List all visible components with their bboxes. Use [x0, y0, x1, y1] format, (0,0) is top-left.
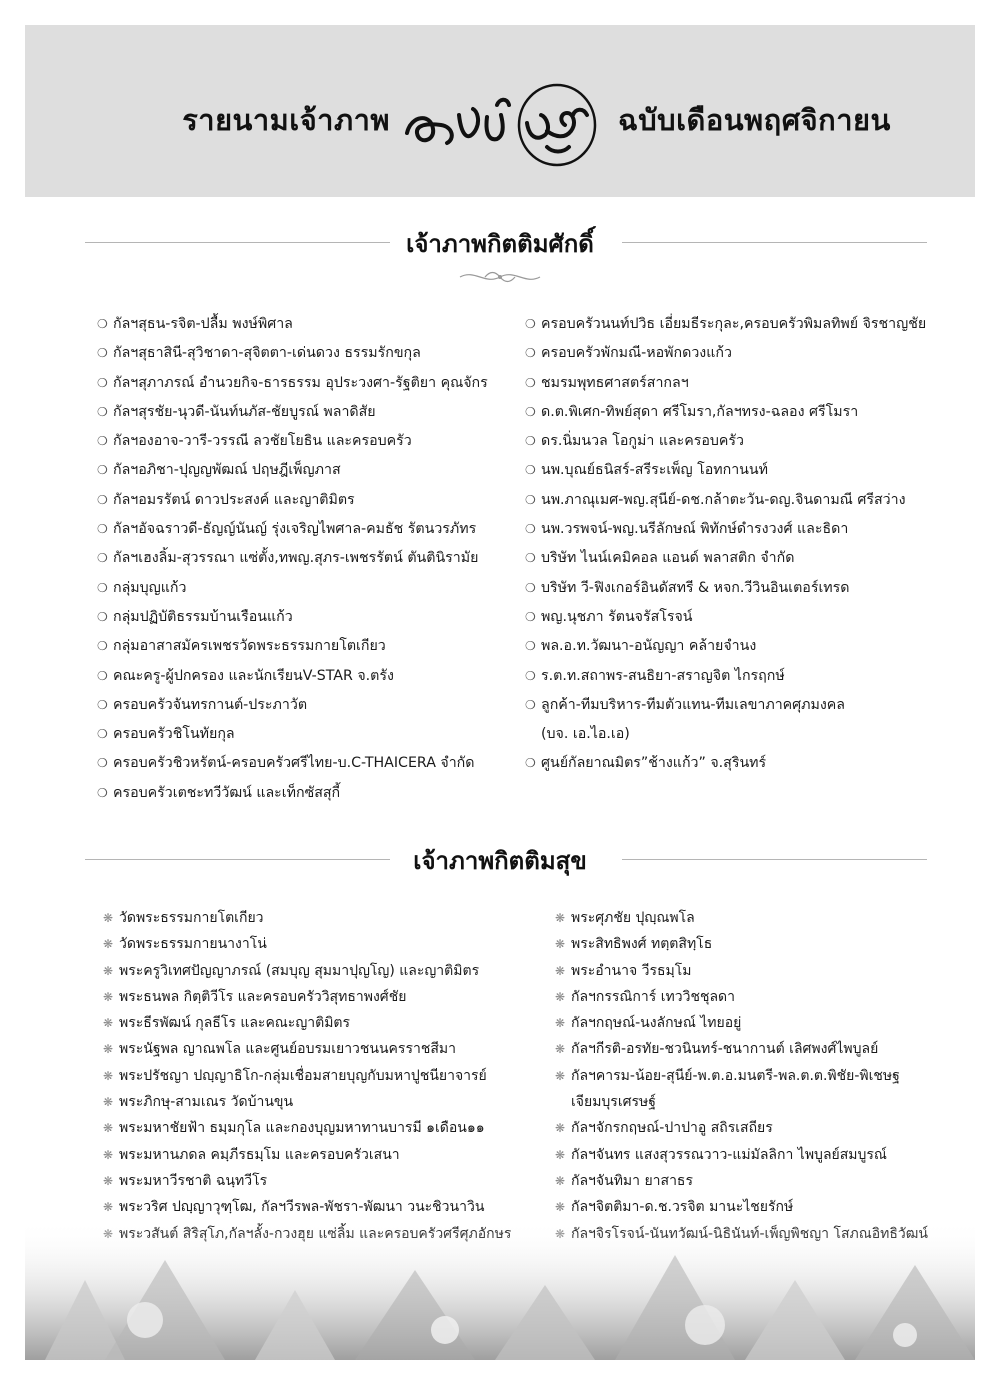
bullet-icon: ❍	[97, 697, 108, 712]
list-item	[555, 1142, 928, 1168]
list-item-text: ดร.นิ่มนวล โอกูม่า และครอบครัว	[541, 433, 744, 450]
bullet-icon: ❍	[525, 492, 536, 507]
list-item	[97, 574, 488, 603]
list-item	[103, 1010, 511, 1036]
crystal-decoration	[25, 1200, 975, 1360]
list-item-text: พล.อ.ท.วัฒนา-อนัญญา คล้ายจำนง	[541, 638, 757, 655]
bullet-icon: ❋	[555, 1147, 566, 1162]
list-item-text: บริษัท วี-ฟิงเกอร์อินดัสทรี & หจก.วีวินอินเตอร์เทรด	[541, 579, 850, 596]
list-item-text: ครอบครัวจันทรกานต์-ประภาวัต	[113, 696, 308, 713]
bullet-icon: ❋	[555, 1016, 566, 1031]
list-item	[525, 662, 926, 691]
list-item	[97, 339, 488, 368]
bullet-icon: ❋	[555, 1068, 566, 1083]
list-item-text: คณะครู-ผู้ปกครอง และนักเรียนV-STAR จ.ตรัง	[113, 667, 394, 684]
section1-right-list	[525, 310, 926, 779]
list-item-text: ศูนย์กัลยาณมิตร”ช้างแก้ว” จ.สุรินทร์	[541, 755, 767, 772]
list-item-text: ครอบครัวชิโนทัยกุล	[113, 726, 235, 743]
list-item-text: นพ.วรพจน์-พญ.นรีลักษณ์ พิทักษ์ดำรงวงศ์ และธิดา	[541, 521, 849, 538]
list-item	[97, 544, 488, 573]
bullet-icon: ❍	[525, 668, 536, 683]
list-item-text: กลุ่มปฏิบัติธรรมบ้านเรือนแก้ว	[113, 608, 293, 625]
section1-title: เจ้าภาพกิตติมศักดิ์	[406, 230, 594, 258]
bullet-icon: ❋	[555, 1200, 566, 1215]
section2-right-list	[555, 905, 928, 1247]
bullet-icon: ❋	[555, 1121, 566, 1136]
list-item-text: เจียมบุรเศรษฐ์	[571, 1094, 656, 1111]
list-item-text: กัลฯองอาจ-วารี-วรรณี ลวชัยโยธิน และครอบครัว	[113, 433, 412, 450]
list-item	[525, 456, 926, 485]
section2-left-list	[103, 905, 511, 1247]
list-item-text: กัลฯอภิชา-ปุญญพัฒณ์ ปฤษฎีเพ็ญภาส	[113, 462, 341, 479]
list-item-text: พระนัฐพล ญาณพโล และศูนย์อบรมเยาวชนนครราชสีมา	[119, 1041, 456, 1058]
bullet-icon: ❋	[103, 1173, 114, 1188]
list-item-text: กัลฯคารม-น้อย-สุนีย์-พ.ต.อ.มนตรี-พล.ต.ต.พิชัย-พิเชษฐ	[571, 1067, 900, 1084]
list-item-text: กัลฯสุธาสินี-สุวิชาดา-สุจิตตา-เด่นดวง ธรรมรักขกุล	[113, 345, 421, 362]
list-item	[103, 1168, 511, 1194]
bullet-icon: ❋	[103, 1147, 114, 1162]
list-item	[525, 632, 926, 661]
list-item	[555, 1089, 928, 1115]
list-item	[97, 603, 488, 632]
list-item-text: ครอบครัวพักมณี-หอพักดวงแก้ว	[541, 345, 732, 362]
list-item	[97, 310, 488, 339]
list-item	[103, 1089, 511, 1115]
logo-icon	[397, 75, 617, 175]
bullet-icon: ❍	[97, 551, 108, 566]
list-item-text: ด.ต.พิเศก-ทิพย์สุดา ศรีโมรา,กัลฯทรง-ฉลอง ศรีโมรา	[541, 403, 859, 420]
list-item-text: ครอบครัวนนท์ปวิธ เอี่ยมธีระกุละ,ครอบครัวพิมลทิพย์ จิรชาญชัย	[541, 316, 927, 332]
bullet-icon: ❋	[103, 1200, 114, 1215]
divider-right	[622, 859, 927, 860]
bullet-icon: ❋	[555, 1042, 566, 1057]
list-item-text: พระธนพล กิตฺติวีโร และครอบครัววิสุทธาพงศ์ชัย	[119, 988, 407, 1005]
list-item	[103, 1063, 511, 1089]
bullet-icon: ❍	[525, 756, 536, 771]
bullet-icon: ❋	[103, 963, 114, 978]
list-item-text: กัลฯเฮงลิ้ม-สุวรรณา แซ่ตั้ง,ทพญ.สุภร-เพชรรัตน์ ตันตินิรามัย	[113, 550, 479, 567]
bullet-icon: ❋	[103, 1016, 114, 1031]
list-item-text: กัลฯกรรณิการ์ เทววิชชุลดา	[571, 988, 736, 1005]
list-item-text: กัลฯอัจฉราวดี-ธัญญ์นันญ์ รุ่งเจริญไพศาล-คมธัช รัตนวรภัทร	[113, 521, 477, 538]
bullet-icon: ❍	[525, 609, 536, 624]
page	[25, 25, 975, 1360]
list-item-text: พระครูวิเทศปัญญาภรณ์ (สมบุญ สุมมาปุญโญ) และญาติมิตร	[119, 962, 480, 979]
list-item	[555, 1115, 928, 1141]
bullet-icon: ❍	[97, 317, 108, 331]
header-banner	[25, 25, 975, 197]
list-item	[525, 369, 926, 398]
list-item	[555, 931, 928, 957]
bullet-icon: ❋	[555, 963, 566, 978]
list-item	[525, 544, 926, 573]
list-item-text: พระธีรพัฒน์ กุลธีโร และคณะญาติมิตร	[119, 1015, 351, 1032]
bullet-icon: ❋	[103, 911, 114, 925]
bullet-icon: ❍	[525, 522, 536, 537]
header-title-right: ฉบับเดือนพฤศจิกายน	[618, 103, 891, 137]
divider-right	[622, 242, 927, 243]
bullet-icon: ❍	[97, 785, 108, 800]
list-item	[525, 486, 926, 515]
list-item	[525, 339, 926, 368]
list-item	[555, 984, 928, 1010]
list-item	[103, 1142, 511, 1168]
list-item-text: พระมหาชัยฟ้า ธมฺมกุโล และกองบุญมหาทานบารมี ๑เดือน๑๑	[119, 1120, 485, 1137]
bullet-icon: ❍	[525, 551, 536, 566]
section2-title: เจ้าภาพกิตติมสุข	[413, 847, 587, 875]
list-item	[555, 1063, 928, 1089]
list-item	[103, 1115, 511, 1141]
list-item	[97, 632, 488, 661]
list-item	[525, 603, 926, 632]
section1-heading	[25, 222, 975, 262]
bullet-icon: ❋	[103, 1068, 114, 1083]
list-item-text: กัลฯกฤษณ์-นงลักษณ์ ไทยอยู่	[571, 1015, 742, 1032]
list-item-text: ครอบครัวเตชะทวีวัฒน์ และเท็กซัสสุกี้	[113, 784, 341, 801]
list-item-text: วัดพระธรรมกายโตเกียว	[119, 910, 264, 926]
list-item	[97, 720, 488, 749]
list-item-text: ครอบครัวชิวหรัตน์-ครอบครัวศรีไทย-บ.C-THAICERA จำกัด	[113, 755, 475, 772]
list-item	[525, 720, 926, 749]
list-item-text: พระวริศ ปญฺญาวุฑฺโฒ, กัลฯวีรพล-พัชรา-พัฒนา วนะชิวนาวิน	[119, 1199, 485, 1216]
bullet-icon: ❋	[103, 1121, 114, 1136]
list-item	[97, 691, 488, 720]
bullet-icon: ❍	[525, 639, 536, 654]
list-item	[555, 905, 928, 931]
list-item-text: กัลฯกีรติ-อรทัย-ชวนินทร์-ชนากานต์ เลิศพงศ์ไพบูลย์	[571, 1041, 879, 1058]
bullet-icon: ❍	[97, 727, 108, 742]
logo-text: อยู่ในบุญ	[507, 175, 511, 176]
list-item-text: กัลฯจันทิมา ยาสาธร	[571, 1172, 693, 1189]
list-item-text: พญ.นุชภา รัตนจรัสโรจน์	[541, 608, 693, 625]
list-item-text: กลุ่มบุญแก้ว	[113, 579, 187, 596]
list-item	[97, 369, 488, 398]
list-item	[97, 398, 488, 427]
list-item-text: (บจ. เอ.ไอ.เอ)	[541, 726, 630, 743]
list-item	[525, 515, 926, 544]
bullet-icon: ❋	[103, 1042, 114, 1057]
list-item-text: บริษัท ไนน์เคมิคอล แอนด์ พลาสติก จำกัด	[541, 550, 795, 567]
list-item	[525, 427, 926, 456]
list-item	[555, 958, 928, 984]
section2-heading	[25, 839, 975, 879]
list-item-text: กัลฯสุธน-รจิต-ปลื้ม พงษ์พิศาล	[113, 316, 293, 332]
list-item-text: กัลฯจักรกฤษณ์-ปาปาอู สถิรเสถียร	[571, 1120, 773, 1137]
list-item	[97, 749, 488, 778]
bullet-icon: ❍	[97, 404, 108, 419]
bullet-icon: ❋	[555, 937, 566, 952]
bullet-icon: ❍	[97, 522, 108, 537]
bullet-icon: ❍	[97, 609, 108, 624]
list-item-text: กัลฯจิตติมา-ด.ช.วรจิต มานะไชยรักษ์	[571, 1199, 794, 1216]
list-item-text: กัลฯอมรรัตน์ ดาวประสงค์ และญาติมิตร	[113, 491, 355, 508]
bullet-icon: ❍	[97, 756, 108, 771]
list-item	[103, 905, 511, 931]
list-item	[103, 1036, 511, 1062]
list-item	[525, 574, 926, 603]
list-item-text: พระภิกษุ-สามเณร วัดบ้านขุน	[119, 1094, 294, 1111]
header-title-left: รายนามเจ้าภาพ	[182, 103, 390, 137]
list-item	[525, 310, 926, 339]
list-item	[97, 779, 488, 808]
bullet-icon: ❍	[97, 346, 108, 361]
bullet-icon: ❍	[525, 580, 536, 595]
bullet-icon: ❋	[103, 989, 114, 1004]
bullet-icon: ❍	[525, 404, 536, 419]
list-item-text: พระมหานภดล คมฺภีรธมฺโม และครอบครัวเสนา	[119, 1146, 400, 1163]
list-item	[555, 1010, 928, 1036]
list-item	[103, 958, 511, 984]
bullet-icon: ❋	[555, 911, 566, 925]
bullet-icon: ❋	[555, 989, 566, 1004]
list-item	[103, 931, 511, 957]
list-item-text: กลุ่มอาสาสมัครเพชรวัดพระธรรมกายโตเกียว	[113, 638, 386, 655]
list-item-text: พระมหาวีรชาติ ฉนฺทวีโร	[119, 1172, 268, 1189]
bullet-icon: ❍	[525, 434, 536, 449]
list-item-text: พระสิทธิพงศ์ ทตฺตสิทฺโธ	[571, 936, 713, 953]
list-item-text: นพ.ภาณุเมศ-พญ.สุนีย์-ดช.กล้าตะวัน-ดญ.จินดามณี ศรีสว่าง	[541, 491, 906, 508]
bullet-icon: ❍	[525, 375, 536, 390]
list-item	[97, 456, 488, 485]
list-item-text: กัลฯสุภาภรณ์ อำนวยกิจ-ธารธรรม อุประวงศา-รัฐติยา คุณจักร	[113, 374, 488, 391]
ornament-icon	[455, 267, 545, 287]
bullet-icon: ❍	[97, 580, 108, 595]
list-item-text: ลูกค้า-ทีมบริหาร-ทีมตัวแทน-ทีมเลขาภาคศุภมงคล	[541, 696, 845, 713]
section1-left-list	[97, 310, 488, 808]
list-item-text: พระอำนาจ วีรธมฺโม	[571, 962, 692, 979]
list-item	[555, 1036, 928, 1062]
bullet-icon: ❋	[103, 1095, 114, 1110]
list-item-text: ชมรมพุทธศาสตร์สากลฯ	[541, 374, 689, 391]
list-item	[555, 1168, 928, 1194]
list-item-text: พระปรัชญา ปญฺญาธิโก-กลุ่มเชื่อมสายบุญกับมหาปูชนียาจารย์	[119, 1067, 487, 1084]
bullet-icon: ❍	[97, 639, 108, 654]
list-item-text: นพ.บุณย์ธนิสร์-สรีระเพ็ญ โอทกานนท์	[541, 462, 768, 479]
list-item-text: กัลฯสุรชัย-นุวดี-นันท์นภัส-ชัยบูรณ์ พลาดิสัย	[113, 403, 376, 420]
list-item-text: วัดพระธรรมกายนางาโน่	[119, 936, 267, 953]
bullet-icon: ❋	[103, 937, 114, 952]
bullet-icon: ❍	[97, 492, 108, 507]
bullet-icon: ❋	[555, 1173, 566, 1188]
bullet-icon: ❍	[525, 697, 536, 712]
list-item	[97, 662, 488, 691]
list-item	[525, 691, 926, 720]
bullet-icon: ❍	[525, 346, 536, 361]
bullet-icon: ❍	[97, 375, 108, 390]
list-item	[97, 486, 488, 515]
list-item	[525, 398, 926, 427]
bullet-icon: ❍	[97, 434, 108, 449]
list-item	[525, 749, 926, 778]
bullet-icon: ❍	[97, 463, 108, 478]
bullet-icon: ❍	[525, 463, 536, 478]
list-item	[103, 984, 511, 1010]
list-item-text: กัลฯจันทร แสงสุวรรณวาว-แม่มัลลิกา ไพบูลย์สมบูรณ์	[571, 1146, 887, 1163]
list-item-text: ร.ต.ท.สถาพร-สนธิยา-สราญจิต ไกรฤกษ์	[541, 667, 785, 684]
list-item-text: พระศุภชัย ปุญฺณพโล	[571, 910, 695, 926]
list-item	[97, 427, 488, 456]
bullet-icon: ❍	[97, 668, 108, 683]
bullet-icon: ❍	[525, 317, 536, 331]
list-item	[97, 515, 488, 544]
